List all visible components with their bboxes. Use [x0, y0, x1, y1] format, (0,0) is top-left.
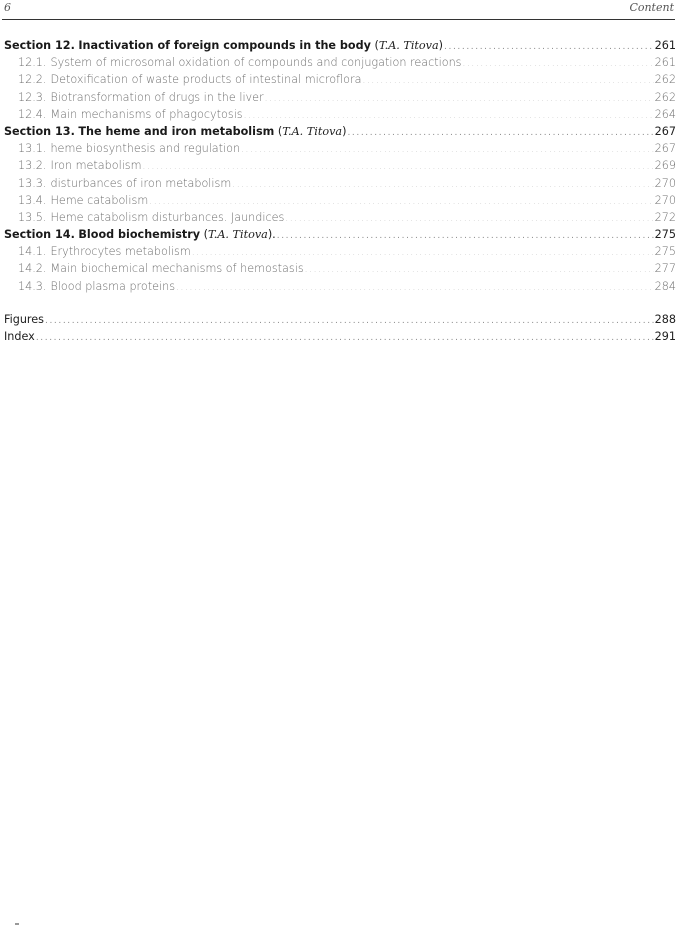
toc-author: T.A. Titova — [378, 39, 439, 52]
header-rule — [2, 19, 675, 20]
toc-page-number: 270 — [654, 193, 676, 207]
toc-subsection-title: Biotransformation of drugs in the liver — [50, 90, 264, 104]
toc-subsection-14-3[interactable] — [4, 278, 676, 295]
toc-page-number: 277 — [654, 262, 676, 276]
toc-leader — [192, 245, 654, 260]
toc-subsection-12-2[interactable] — [4, 71, 676, 88]
toc-subsection-13-3[interactable] — [4, 175, 676, 192]
toc-subsection-title: System of microsomal oxidation of compounds and conjugation reactions — [50, 56, 462, 70]
toc-spacer — [4, 295, 676, 311]
toc-subsection-label: 13.5. — [18, 210, 47, 224]
toc-leader — [362, 73, 653, 88]
toc-leader — [45, 313, 654, 328]
toc-subsection-label: 13.2. — [18, 159, 47, 173]
running-head — [4, 1, 674, 16]
toc-subsection-label: 12.3. — [18, 90, 47, 104]
toc-subsection-title: Heme catabolism disturbances. Jaundices — [50, 210, 285, 224]
toc-author: T.A. Titova — [207, 228, 268, 242]
toc-section-label: Section 13. — [4, 124, 75, 138]
toc-subsection-label: 12.1. — [18, 56, 47, 70]
toc-page-number: 269 — [654, 159, 676, 173]
toc-page-number: 288 — [654, 312, 676, 326]
toc-figures[interactable] — [4, 311, 676, 328]
toc-leader — [265, 91, 654, 106]
toc-subsection-label: 13.4. — [18, 193, 47, 207]
toc-leader — [36, 330, 654, 345]
toc-leader — [232, 177, 653, 192]
toc-subsection-title: Main mechanisms of phagocytosis — [50, 107, 243, 121]
toc-page-number: 264 — [654, 107, 676, 121]
toc-page-number: 275 — [654, 228, 676, 242]
toc-subsection-label: 12.2. — [18, 73, 47, 87]
toc-major-title: Index — [4, 330, 35, 343]
toc-page-number: 267 — [654, 124, 676, 138]
toc-leader — [244, 108, 654, 123]
toc-leader — [176, 280, 654, 295]
toc-subsection-title: Erythrocytes metabolism — [50, 245, 191, 259]
toc-section-title: Blood biochemistry — [78, 228, 201, 242]
toc-subsection-12-4[interactable] — [4, 106, 676, 123]
toc-subsection-14-2[interactable] — [4, 260, 676, 277]
toc-subsection-12-3[interactable] — [4, 89, 676, 106]
running-title: Content — [629, 1, 674, 14]
toc-subsection-14-1[interactable] — [4, 243, 676, 260]
toc-page-number: 272 — [654, 210, 676, 224]
toc-subsection-title: Main biochemical mechanisms of hemostasis — [50, 262, 304, 276]
scan-mark — [15, 923, 19, 925]
toc-section-title: Inactivation of foreign compounds in the body — [78, 39, 371, 52]
toc-subsection-label: 13.3. — [18, 176, 47, 190]
toc-leader — [143, 159, 654, 174]
toc-subsection-13-2[interactable] — [4, 157, 676, 174]
toc-leader — [285, 211, 653, 226]
toc-page-number: 261 — [654, 39, 676, 52]
toc-subsection-label: 13.1. — [18, 142, 47, 156]
toc-leader — [241, 142, 654, 157]
toc-subsection-13-1[interactable] — [4, 140, 676, 157]
toc-page-number: 262 — [654, 73, 676, 87]
toc-leader — [463, 56, 654, 71]
toc-leader — [149, 194, 653, 209]
toc-major-title: Figures — [4, 312, 44, 326]
toc-section-12[interactable]: Section 12. Inactivation of foreign compounds in the body (T.A. Titova) ..... 261 — [4, 37, 676, 54]
toc-subsection-label: 14.2. — [18, 262, 47, 276]
toc-subsection-title: Heme catabolism — [50, 193, 149, 207]
toc-section-title: The heme and iron metabolism — [78, 124, 275, 138]
toc-leader — [444, 39, 654, 54]
toc-page-number: 291 — [654, 330, 676, 343]
toc-page-number: 267 — [654, 142, 676, 156]
table-of-contents — [4, 37, 676, 345]
toc-subsection-13-5[interactable] — [4, 209, 676, 226]
toc-page-number: 270 — [654, 176, 676, 190]
toc-subsection-title: Blood plasma proteins — [50, 279, 176, 293]
toc-subsection-label: 14.1. — [18, 245, 47, 259]
toc-subsection-title: heme biosynthesis and regulation — [50, 142, 241, 156]
toc-section-13[interactable]: Section 13. The heme and iron metabolism (T.A. Titova) ..... 267 — [4, 123, 676, 140]
toc-section-label: Section 14. — [4, 228, 75, 242]
toc-page-number: 284 — [654, 279, 676, 293]
toc-subsection-title: Iron metabolism — [50, 159, 142, 173]
toc-index[interactable] — [4, 328, 676, 345]
toc-subsection-title: Detoxification of waste products of intestinal microflora — [50, 73, 362, 87]
toc-leader — [347, 125, 653, 140]
toc-subsection-12-1[interactable] — [4, 54, 676, 71]
toc-subsection-label: 14.3. — [18, 279, 47, 293]
toc-section-label: Section 12. — [4, 39, 75, 52]
toc-author: T.A. Titova — [282, 124, 343, 138]
toc-page-number: 275 — [654, 245, 676, 259]
page-number: 6 — [4, 1, 11, 14]
toc-subsection-label: 12.4. — [18, 107, 47, 121]
toc-leader — [277, 228, 654, 243]
toc-subsection-title: disturbances of iron metabolism — [50, 176, 232, 190]
toc-subsection-13-4[interactable] — [4, 192, 676, 209]
toc-leader — [305, 262, 654, 277]
toc-section-14[interactable]: Section 14. Blood biochemistry (T.A. Titova). ..... 275 — [4, 226, 676, 243]
toc-page-number: 261 — [654, 56, 676, 70]
toc-page-number: 262 — [654, 90, 676, 104]
